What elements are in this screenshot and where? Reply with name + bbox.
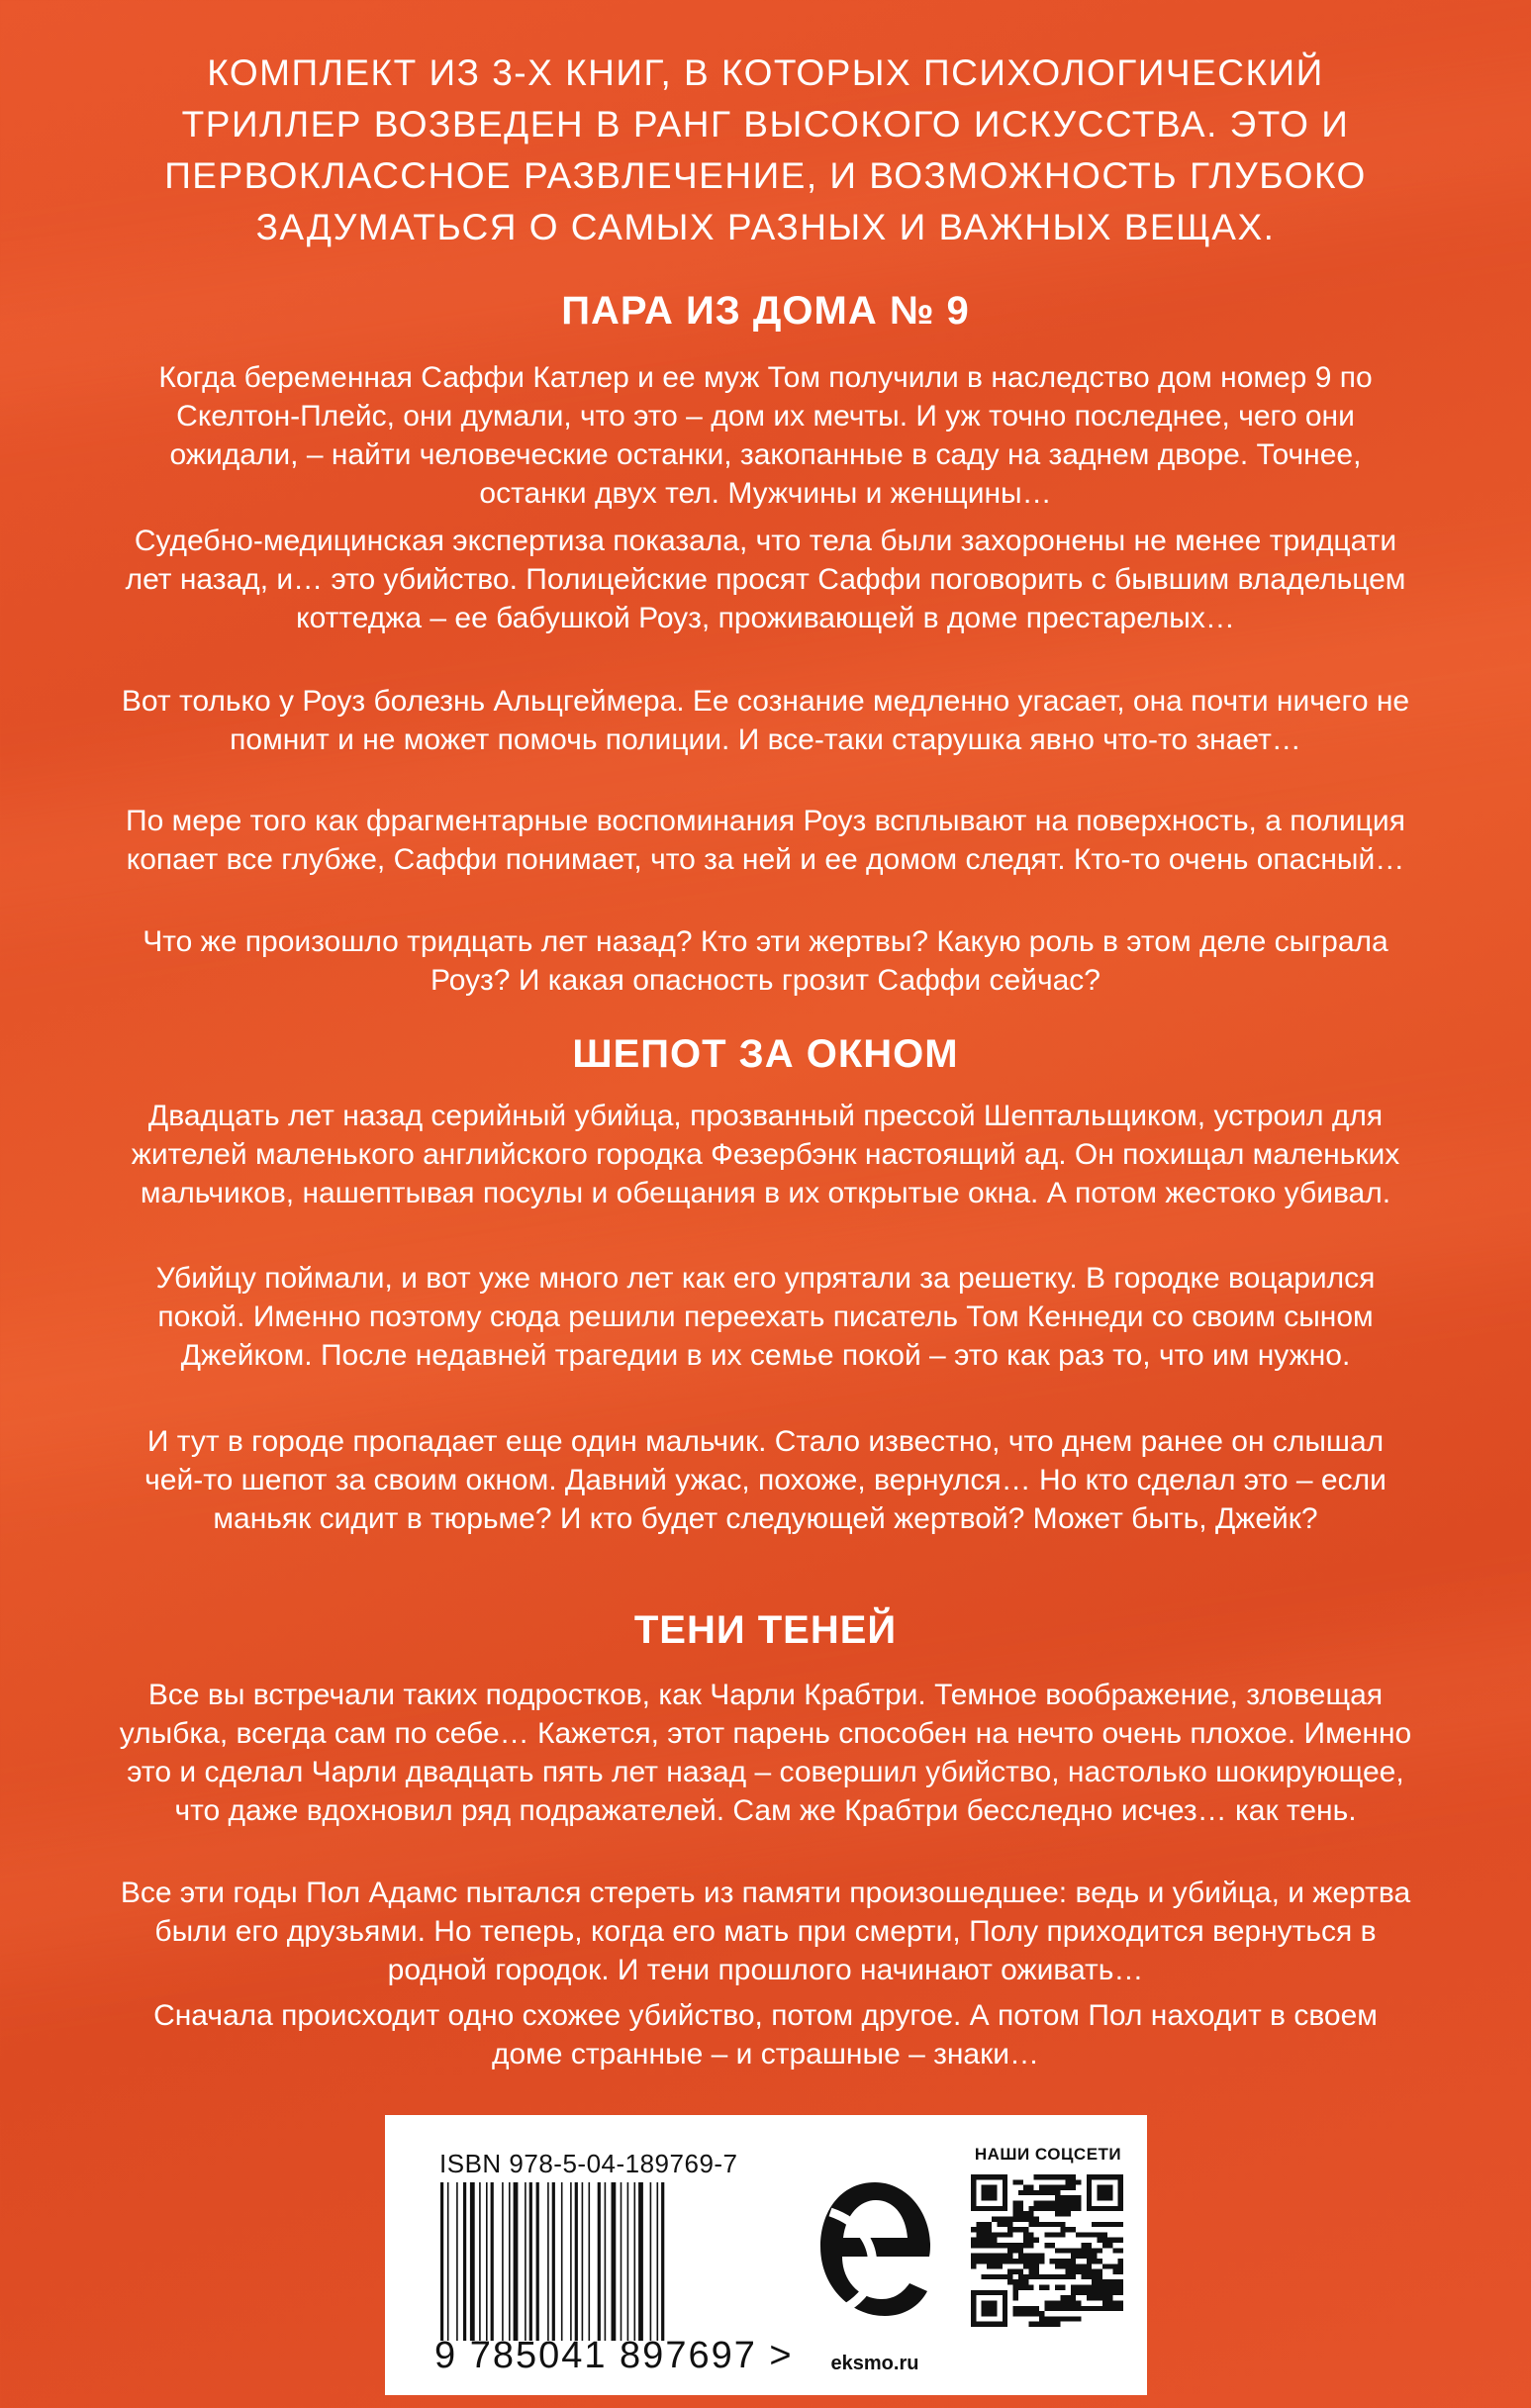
book-paragraph: Все эти годы Пол Адамс пытался стереть из памяти произошедшее: ведь и убийца, и жертва были его друзьями. Но теперь, когда его мать при смерти, Полу приходится вернуться в родной городок. И тени прошлого начинают оживать… (120, 1877, 1411, 1986)
book-paragraph: Судебно-медицинская экспертиза показала, что тела были захоронены не менее тридцати лет назад, и… это убийство. Полицейские просят Саффи поговорить с бывшим владельцем коттеджа – ее бабушкой Роуз, проживающей в доме престарелых… (125, 525, 1406, 634)
barcode-digits: 9 785041 897697 > (434, 2335, 794, 2376)
book-paragraph: Когда беременная Саффи Катлер и ее муж Том получили в наследство дом номер 9 по Скелтон-Плейс, они думали, что это – дом их мечты. И уж точно последнее, чего они ожидали, – найти человеческие останки, закопанные в саду на заднем дворе. Точнее, останки двух тел. Мужчины и женщины… (158, 361, 1373, 510)
publisher-site[interactable]: eksmo.ru (830, 2353, 919, 2374)
book-paragraph: Двадцать лет назад серийный убийца, прозванный прессой Шептальщиком, устроил для жителей маленького английского городка Фезербэнк настоящий ад. Он похищал маленьких мальчиков, нашептывая посулы и обещания в их открытые окна. А потом жестоко убивал. (131, 1100, 1400, 1209)
book-paragraph: Убийцу поймали, и вот уже много лет как его упрятали за решетку. В городке воцарился покой. Именно поэтому сюда решили переехать писатель Том Кеннеди со своим сыном Джейком. После недавней трагедии в их семье покой – это как раз то, что им нужно. (155, 1262, 1376, 1372)
qr-code-icon[interactable] (971, 2174, 1123, 2327)
intro-text: КОМПЛЕКТ ИЗ 3-Х КНИГ, В КОТОРЫХ ПСИХОЛОГИЧЕСКИЙ ТРИЛЛЕР ВОЗВЕДЕН В РАНГ ВЫСОКОГО ИСКУССТВА. ЭТО И ПЕРВОКЛАССНОЕ РАЗВЛЕЧЕНИЕ, И ВОЗМОЖНОСТЬ ГЛУБОКО ЗАДУМАТЬСЯ О САМЫХ РАЗНЫХ И ВАЖНЫХ ВЕЩАХ. (164, 52, 1367, 247)
social-label: НАШИ СОЦСЕТИ (974, 2145, 1122, 2164)
eksmo-logo-icon (811, 2172, 939, 2341)
book-paragraph: Вот только у Роуз болезнь Альцгеймера. Ее сознание медленно угасает, она почти ничего не помнит и не может помочь полиции. И все-таки старушка явно что-то знает… (121, 685, 1410, 756)
book-paragraph: И тут в городе пропадает еще один мальчик. Стало известно, что днем ранее он слышал чей-то шепот за своим окном. Давний ужас, похоже, вернулся… Но кто сделал это – если маньяк сидит в тюрьме? И кто будет следующей жертвой? Может быть, Джейк? (144, 1425, 1387, 1535)
book-paragraph: Сначала происходит одно схожее убийство, потом другое. А потом Пол находит в своем доме странные – и страшные – знаки… (153, 1999, 1378, 2071)
book-paragraph: По мере того как фрагментарные воспоминания Роуз всплывают на поверхность, а полиция копает все глубже, Саффи понимает, что за ней и ее домом следят. Кто-то очень опасный… (126, 805, 1405, 876)
book-title: ШЕПОТ ЗА ОКНОМ (572, 1032, 959, 1076)
barcode-panel (385, 2115, 1147, 2395)
barcode-icon (440, 2182, 747, 2341)
isbn-label: ISBN 978-5-04-189769-7 (439, 2149, 738, 2178)
book-paragraph: Все вы встречали таких подростков, как Чарли Крабтри. Темное воображение, зловещая улыбка, всегда сам по себе… Кажется, этот парень способен на нечто очень плохое. Именно это и сделал Чарли двадцать пять лет назад – совершил убийство, настолько шокирующее, что даже вдохновил ряд подражателей. Сам же Крабтри бесследно исчез… как тень. (119, 1679, 1412, 1827)
book-title: ПАРА ИЗ ДОМА № 9 (561, 289, 970, 333)
book-paragraph: Что же произошло тридцать лет назад? Кто эти жертвы? Какую роль в этом деле сыграла Роуз? И какая опасность грозит Саффи сейчас? (143, 925, 1388, 997)
book-title: ТЕНИ ТЕНЕЙ (633, 1608, 898, 1652)
